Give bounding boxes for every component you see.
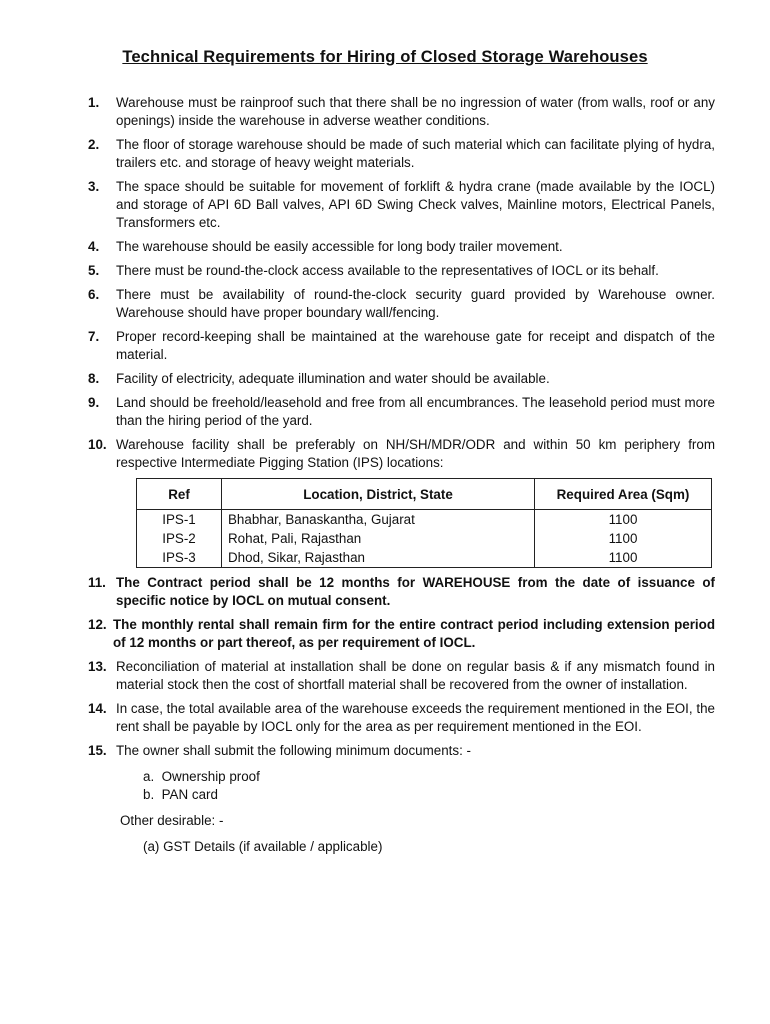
item-text: Land should be freehold/leasehold and free from all encumbrances. The leasehold period must more than the hiring period of the yard. [116, 395, 715, 428]
item-number: 10. [88, 437, 107, 452]
table-cell: Bhabhar, Banaskantha, Gujarat [222, 510, 535, 530]
item-text: Facility of electricity, adequate illumination and water should be available. [116, 371, 550, 386]
table-cell: IPS-2 [137, 529, 222, 548]
list-item [88, 328, 715, 364]
other-desirable-label: Other desirable: - [120, 813, 224, 828]
item-number: 3. [88, 179, 100, 194]
item-number: 7. [88, 329, 100, 344]
table-cell: 1100 [535, 548, 712, 568]
list-item [88, 700, 715, 736]
item-number: 6. [88, 287, 100, 302]
list-item [88, 658, 715, 694]
item-number: 13. [88, 659, 107, 674]
table-row [137, 529, 712, 548]
item-text: The space should be suitable for movement of forklift & hydra crane (made available by the IOCL) and storage of API 6D Ball valves, API 6D Swing Check valves, Mainline motors, Electrical Panels, Transformers etc. [116, 179, 715, 230]
list-item [88, 616, 715, 652]
item-text: The Contract period shall be 12 months for WAREHOUSE from the date of issuance of specific notice by IOCL on mutual consent. [116, 575, 715, 608]
list-item [88, 262, 715, 280]
item-number: 4. [88, 239, 100, 254]
item-number: 9. [88, 395, 100, 410]
table-cell: Rohat, Pali, Rajasthan [222, 529, 535, 548]
list-item [88, 574, 715, 610]
list-item [88, 178, 715, 232]
column-header: Location, District, State [222, 479, 535, 510]
item-text: Warehouse must be rainproof such that there shall be no ingression of water (from walls, roof or any openings) inside the warehouse in adverse weather conditions. [116, 95, 715, 128]
item-number: 11. [88, 575, 106, 590]
item-text: The owner shall submit the following minimum documents: - [116, 743, 471, 758]
list-item [88, 136, 715, 172]
required-documents-list [143, 768, 715, 804]
item-number: 14. [88, 701, 107, 716]
table-row [137, 548, 712, 568]
item-text: In case, the total available area of the warehouse exceeds the requirement mentioned in the EOI, the rent shall be payable by IOCL only for the area as per requirement mentioned in the EOI. [116, 701, 715, 734]
table-cell: 1100 [535, 510, 712, 530]
list-item [88, 370, 715, 388]
item-number: 5. [88, 263, 100, 278]
table-header-row [137, 479, 712, 510]
other-desirable-item: (a) GST Details (if available / applicable) [143, 839, 383, 854]
table-cell: 1100 [535, 529, 712, 548]
column-header: Required Area (Sqm) [535, 479, 712, 510]
column-header: Ref [137, 479, 222, 510]
list-item [88, 94, 715, 130]
item-text: Warehouse facility shall be preferably on NH/SH/MDR/ODR and within 50 km periphery from respective Intermediate Pigging Station (IPS) locations: [116, 437, 715, 470]
table-cell: Dhod, Sikar, Rajasthan [222, 548, 535, 568]
item-text: There must be round-the-clock access available to the representatives of IOCL or its behalf. [116, 263, 659, 278]
list-item [88, 436, 715, 472]
list-item [88, 238, 715, 256]
list-item [88, 394, 715, 430]
table-cell: IPS-1 [137, 510, 222, 530]
item-number: 2. [88, 137, 100, 152]
item-number: 12. [88, 617, 107, 632]
item-text: The floor of storage warehouse should be made of such material which can facilitate plying of hydra, trailers etc. and storage of heavy weight materials. [116, 137, 715, 170]
table-cell: IPS-3 [137, 548, 222, 568]
list-item [88, 286, 715, 322]
item-number: 8. [88, 371, 100, 386]
item-number: 1. [88, 95, 100, 110]
requirements-list [88, 94, 715, 856]
item-text: Proper record-keeping shall be maintained at the warehouse gate for receipt and dispatch of the material. [116, 329, 715, 362]
item-text: There must be availability of round-the-clock security guard provided by Warehouse owner. Warehouse should have proper boundary wall/fencing. [116, 287, 715, 320]
item-text: The monthly rental shall remain firm for the entire contract period including extension period of 12 months or part thereof, as per requirement of IOCL. [113, 617, 715, 650]
page-title: Technical Requirements for Hiring of Closed Storage Warehouses [122, 47, 648, 66]
document-item: b. PAN card [143, 787, 218, 802]
ips-locations-table [136, 478, 712, 568]
item-number: 15. [88, 743, 107, 758]
item-text: The warehouse should be easily accessible for long body trailer movement. [116, 239, 563, 254]
list-item [88, 742, 715, 760]
document-item: a. Ownership proof [143, 769, 260, 784]
item-text: Reconciliation of material at installation shall be done on regular basis & if any mismatch found in material stock then the cost of shortfall material shall be recovered from the owner of installation. [116, 659, 715, 692]
table-row [137, 510, 712, 530]
